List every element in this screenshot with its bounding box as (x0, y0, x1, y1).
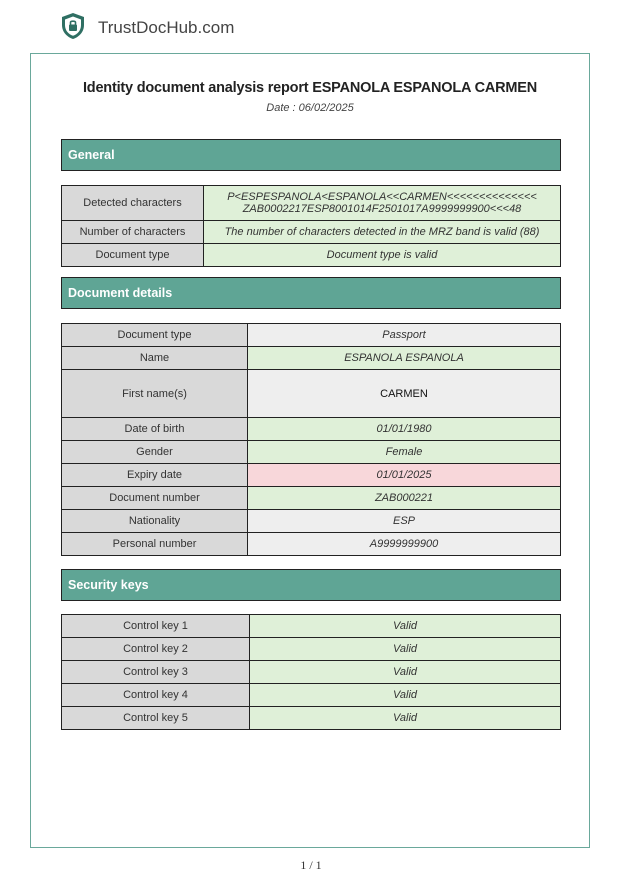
row-label: Name (62, 347, 248, 370)
page-number: 1 / 1 (300, 858, 322, 872)
row-label: Detected characters (62, 186, 204, 221)
table-row (62, 347, 561, 370)
table-row (62, 244, 561, 267)
report-title: Identity document analysis report ESPANOLA ESPANOLA CARMEN (82, 80, 538, 96)
row-label: Control key 5 (62, 707, 250, 730)
report-page (30, 53, 590, 848)
row-value: Valid (250, 615, 561, 638)
row-label: Document type (62, 244, 204, 267)
row-label: Control key 1 (62, 615, 250, 638)
row-value: ESP (248, 510, 561, 533)
report-date: Date : 06/02/2025 (266, 102, 354, 114)
row-label: Control key 3 (62, 661, 250, 684)
brand (60, 12, 234, 44)
row-value: A9999999900 (248, 533, 561, 556)
table-row (62, 324, 561, 347)
table-row (62, 510, 561, 533)
general-table (61, 185, 561, 267)
row-label: Number of characters (62, 221, 204, 244)
row-label: Document number (62, 487, 248, 510)
brand-name[interactable]: TrustDocHub.com (98, 18, 235, 37)
row-value: 01/01/2025 (248, 464, 561, 487)
row-label: Gender (62, 441, 248, 464)
mrz-value (204, 186, 561, 221)
table-row (62, 533, 561, 556)
shield-lock-icon (60, 12, 86, 45)
mrz-line-1: P<ESPESPANOLA<ESPANOLA<<CARMEN<<<<<<<<<<<<<< (227, 191, 537, 203)
row-label: Document type (62, 324, 248, 347)
table-row (62, 707, 561, 730)
table-row (62, 464, 561, 487)
row-value: Valid (250, 661, 561, 684)
section-security-header: Security keys (61, 569, 561, 601)
row-label: Nationality (62, 510, 248, 533)
row-value: The number of characters detected in the MRZ band is valid (88) (204, 221, 561, 244)
table-row (62, 487, 561, 510)
row-label: Control key 4 (62, 684, 250, 707)
row-label: Date of birth (62, 418, 248, 441)
table-row (62, 684, 561, 707)
row-value: Document type is valid (204, 244, 561, 267)
row-label: Personal number (62, 533, 248, 556)
table-row (62, 661, 561, 684)
mrz-line-2: ZAB0002217ESP8001014F2501017A9999999900<<<48 (242, 203, 522, 215)
row-value: Passport (248, 324, 561, 347)
table-row (62, 370, 561, 418)
table-row (62, 221, 561, 244)
section-general-header: General (61, 139, 561, 171)
details-table (61, 323, 561, 556)
row-value: CARMEN (248, 370, 561, 418)
row-value: Valid (250, 707, 561, 730)
table-row (62, 615, 561, 638)
row-value: 01/01/1980 (248, 418, 561, 441)
row-label: Control key 2 (62, 638, 250, 661)
table-row (62, 441, 561, 464)
table-row (62, 638, 561, 661)
row-value: Valid (250, 684, 561, 707)
security-table (61, 614, 561, 730)
table-row (62, 186, 561, 221)
row-value: Valid (250, 638, 561, 661)
row-value: Female (248, 441, 561, 464)
row-label: First name(s) (62, 370, 248, 418)
row-value: ESPANOLA ESPANOLA (248, 347, 561, 370)
row-label: Expiry date (62, 464, 248, 487)
table-row (62, 418, 561, 441)
section-details-header: Document details (61, 277, 561, 309)
row-value: ZAB000221 (248, 487, 561, 510)
